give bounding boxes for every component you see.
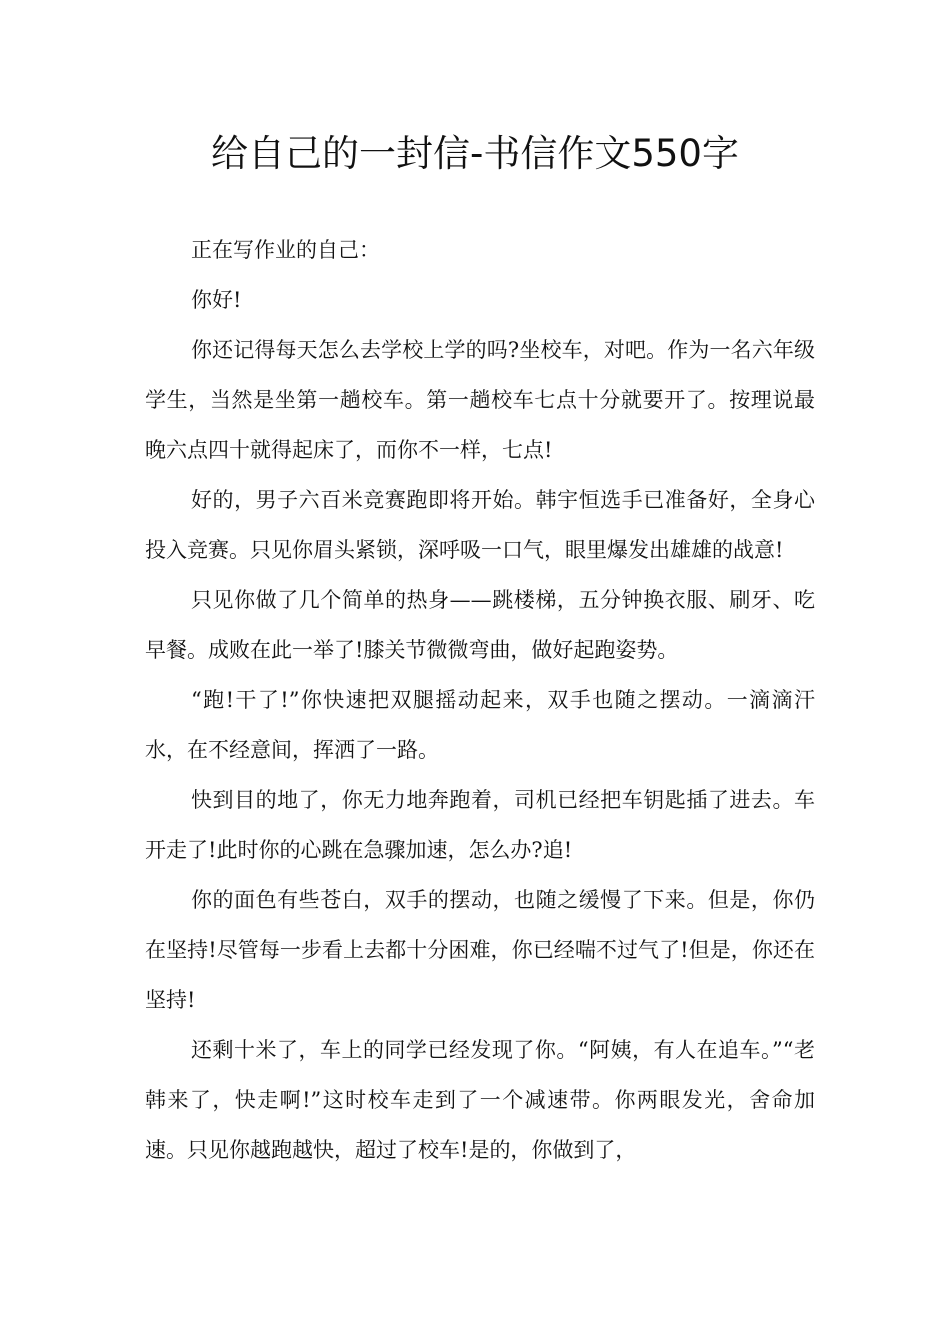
paragraph: 好的，男子六百米竞赛跑即将开始。韩宇恒选手已准备好，全身心投入竞赛。只见你眉头紧锁，深呼吸一口气，眼里爆发出雄雄的战意! [145, 488, 815, 562]
paragraph: “跑!干了!”你快速把双腿摇动起来，双手也随之摆动。一滴滴汗水，在不经意间，挥洒了一路。 [145, 688, 815, 762]
document-title: 给自己的一封信-书信作文550字 [211, 132, 739, 175]
paragraph-salutation: 正在写作业的自己： [191, 238, 380, 262]
paragraph: 只见你做了几个简单的热身——跳楼梯，五分钟换衣服、刷牙、吃早餐。成败在此一举了!膝关节微微弯曲，做好起跑姿势。 [145, 588, 815, 662]
paragraph-greeting: 你好! [191, 288, 242, 312]
paragraph: 快到目的地了，你无力地奔跑着，司机已经把车钥匙插了进去。车开走了!此时你的心跳在急骤加速，怎么办?追! [145, 788, 815, 862]
paragraph: 你还记得每天怎么去学校上学的吗?坐校车，对吧。作为一名六年级学生，当然是坐第一趟校车。第一趟校车七点十分就要开了。按理说最晚六点四十就得起床了，而你不一样，七点! [145, 338, 815, 462]
paragraph: 你的面色有些苍白，双手的摆动，也随之缓慢了下来。但是，你仍在坚持!尽管每一步看上去都十分困难，你已经喘不过气了!但是，你还在坚持! [145, 888, 815, 1012]
document-body [145, 225, 815, 1175]
paragraph: 还剩十米了，车上的同学已经发现了你。“阿姨，有人在追车。”“老韩来了，快走啊!”这时校车走到了一个减速带。你两眼发光，舍命加速。只见你越跑越快，超过了校车!是的，你做到了， [145, 1038, 815, 1162]
